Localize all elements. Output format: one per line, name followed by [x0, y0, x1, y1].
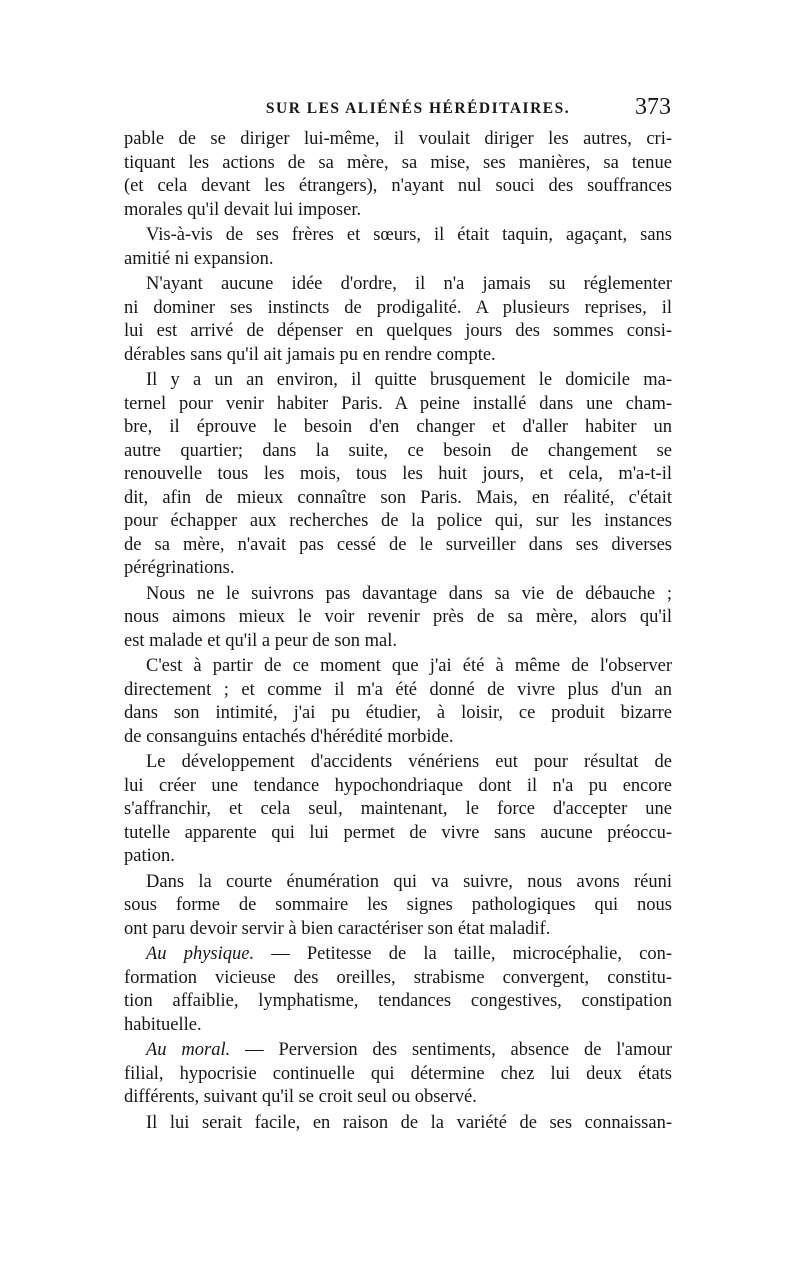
text-line: nous aimons mieux le voir revenir près de sa mère, alors qu'il — [124, 607, 672, 627]
text-line: tiquant les actions de sa mère, sa mise, ses manières, sa tenue — [124, 152, 672, 173]
text-line: filial, hypocrisie continuelle qui détermine chez lui deux états — [124, 1063, 672, 1084]
paragraph — [124, 1039, 672, 1110]
text-line: Le développement d'accidents vénériens eut pour résultat de — [146, 752, 672, 772]
text-line: morales qu'il devait lui imposer. — [124, 199, 362, 220]
paragraph — [124, 224, 672, 271]
text-line: Vis-à-vis de ses frères et sœurs, il était taquin, agaçant, sans — [146, 225, 672, 245]
italic-lead: Au moral. — [146, 1040, 231, 1060]
paragraph — [124, 1112, 672, 1136]
text-line: pable de se diriger lui-même, il voulait diriger les autres, cri- — [124, 129, 672, 149]
text-line: pation. — [124, 846, 175, 866]
text-line: pérégrinations. — [124, 558, 235, 578]
text-line — [124, 943, 672, 967]
text-line: renouvelle tous les mois, tous les huit jours, et cela, m'a-t-il — [124, 464, 672, 484]
text-line: Il lui serait facile, en raison de la variété de ses connaissan- — [146, 1112, 672, 1133]
italic-lead: Au physique. — [146, 944, 255, 964]
text-line: s'affranchir, et cela seul, maintenant, le force d'accepter une — [124, 799, 672, 819]
text-line: Nous ne le suivrons pas davantage dans sa vie de débauche ; — [146, 583, 672, 604]
paragraph — [124, 273, 672, 367]
text-line: sous forme de sommaire les signes pathologiques qui nous — [124, 895, 672, 915]
running-head — [125, 94, 671, 124]
text-line: Dans la courte énumération qui va suivre, nous avons réuni — [146, 871, 672, 892]
text-line: habituelle. — [124, 1014, 202, 1035]
text-line: directement ; et comme il m'a été donné de vivre plus d'un an — [124, 679, 672, 700]
text-line: de consanguins entachés d'hérédité morbide. — [124, 726, 454, 747]
running-title: SUR LES ALIÉNÉS HÉRÉDITAIRES. — [265, 100, 571, 117]
text-line: ni dominer ses instincts de prodigalité. A plusieurs reprises, il — [124, 297, 672, 318]
page-number: 373 — [635, 94, 671, 120]
text-line: de sa mère, n'avait pas cessé de le surveiller dans ses diverses — [124, 534, 672, 555]
text-line: différents, suivant qu'il se croit seul ou observé. — [124, 1087, 477, 1107]
text-line: bre, il éprouve le besoin d'en changer et d'aller habiter un — [124, 417, 672, 437]
text-run: — Perversion des sentiments, absence de l'amour — [230, 1040, 673, 1060]
paragraph — [124, 583, 672, 654]
text-line: pour échapper aux recherches de la police qui, sur les instances — [124, 511, 672, 531]
text-line — [124, 1039, 672, 1063]
text-line: autre quartier; dans la suite, ce besoin de changement se — [124, 440, 672, 461]
body-text — [124, 128, 672, 1135]
text-line: formation vicieuse des oreilles, strabisme convergent, constitu- — [124, 967, 672, 988]
text-line: C'est à partir de ce moment que j'ai été à même de l'observer — [146, 656, 672, 676]
text-run: — Petitesse de la taille, microcéphalie, con- — [254, 944, 672, 964]
text-line: (et cela devant les étrangers), n'ayant nul souci des souffrances — [124, 176, 672, 196]
text-line: est malade et qu'il a peur de son mal. — [124, 630, 398, 651]
paragraph — [124, 751, 672, 869]
text-line: dérables sans qu'il ait jamais pu en rendre compte. — [124, 344, 496, 365]
text-line: dit, afin de mieux connaître son Paris. Mais, en réalité, c'était — [124, 487, 672, 508]
text-line: dans son intimité, j'ai pu étudier, à loisir, ce produit bizarre — [124, 703, 672, 723]
text-line: ternel pour venir habiter Paris. A peine installé dans une cham- — [124, 393, 672, 414]
text-line: tutelle apparente qui lui permet de vivre sans aucune préoccu- — [124, 822, 672, 843]
text-line: amitié ni expansion. — [124, 248, 274, 269]
paragraph — [124, 871, 672, 942]
text-line: lui créer une tendance hypochondriaque dont il n'a pu encore — [124, 775, 672, 796]
text-line: Il y a un an environ, il quitte brusquement le domicile ma- — [146, 370, 672, 390]
text-line: ont paru devoir servir à bien caractériser son état maladif. — [124, 918, 551, 939]
text-line: tion affaiblie, lymphatisme, tendances congestives, constipation — [124, 991, 672, 1011]
paragraph — [124, 655, 672, 749]
paragraph — [124, 369, 672, 581]
paragraph — [124, 943, 672, 1037]
text-line: lui est arrivé de dépenser en quelques jours des sommes consi- — [124, 321, 672, 341]
text-line: N'ayant aucune idée d'ordre, il n'a jamais su réglementer — [146, 274, 672, 294]
paragraph — [124, 128, 672, 222]
